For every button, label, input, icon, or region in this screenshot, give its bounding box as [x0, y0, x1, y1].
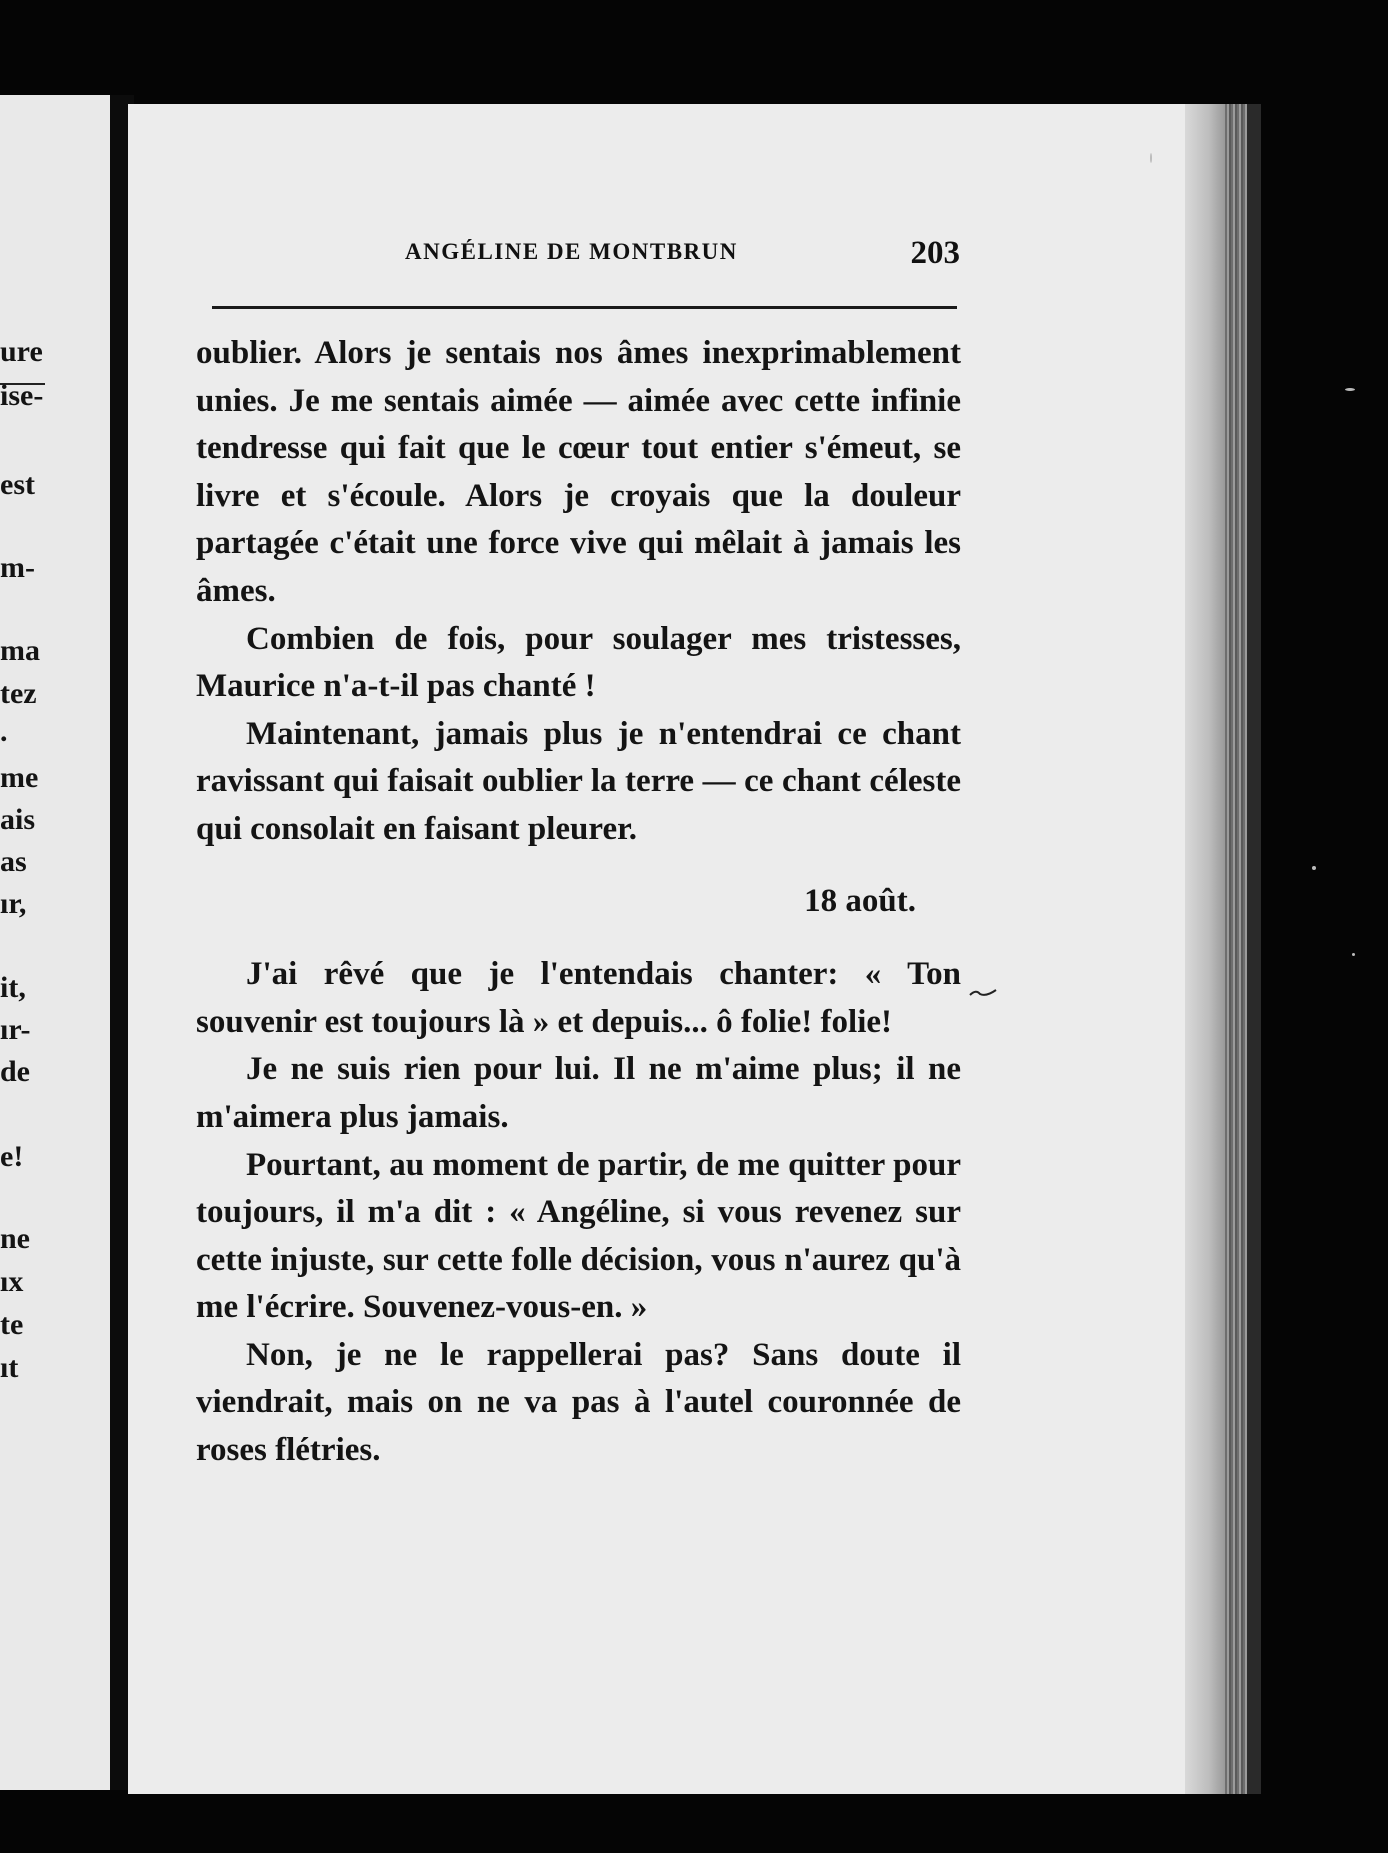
left-page-fragment: te: [0, 1308, 24, 1341]
page-edge-shadow: [1185, 104, 1225, 1794]
left-page-fragment: est: [0, 468, 35, 501]
diary-date: 18 août.: [804, 882, 916, 919]
page-body-text: [196, 330, 961, 1475]
scan-speck: [1345, 388, 1355, 391]
scan-speck: [1150, 153, 1152, 163]
left-page-fragment: m-: [0, 551, 35, 584]
scan-speck: [1352, 953, 1355, 956]
book-cover-edge: [1247, 104, 1261, 1794]
running-header: [210, 235, 960, 279]
paragraph: J'ai rêvé que je l'entendais chanter: « Ton souvenir est toujours là » et depuis... ô folie! folie!: [196, 956, 961, 1040]
running-title: ANGÉLINE DE MONTBRUN: [405, 239, 738, 264]
left-page-fragment: ma: [0, 634, 40, 667]
left-page-fragment: ure: [0, 335, 43, 368]
header-rule: [212, 306, 957, 309]
scan-speck: [1312, 866, 1316, 870]
left-page-fragment: ır,: [0, 887, 27, 920]
left-page-fragment: it,: [0, 971, 26, 1004]
paragraph: oublier. Alors je sentais nos âmes inexprimablement unies. Je me sentais aimée — aimée avec cette infinie tendresse qui fait que le cœur tout entier s'émeut, se livre et s'écoule. Alors je croyais que la douleur partagée c'était une force vive qui mêlait à jamais les âmes.: [196, 335, 961, 609]
left-page-fragment: de: [0, 1055, 30, 1088]
left-page-fragment: as: [0, 845, 27, 878]
left-page: [0, 95, 118, 1790]
left-page-fragment: tez: [0, 677, 37, 710]
left-page-fragment: ne: [0, 1222, 30, 1255]
margin-pencil-mark: [968, 985, 998, 999]
paragraph: Maintenant, jamais plus je n'entendrai ce chant ravissant qui faisait oublier la terre — ce chant céleste qui consolait en faisant pleurer.: [196, 715, 961, 847]
left-page-fragment: ıx: [0, 1265, 24, 1298]
left-page-fragment: ıt: [0, 1351, 19, 1384]
left-page-fragment: ais: [0, 803, 36, 836]
left-page-fragment: .: [0, 715, 8, 748]
left-page-fragment: me: [0, 761, 39, 794]
paragraph: Je ne suis rien pour lui. Il ne m'aime plus; il ne m'aimera plus jamais.: [196, 1051, 961, 1135]
left-page-fragment: e!: [0, 1140, 24, 1173]
paragraph: Pourtant, au moment de partir, de me quitter pour toujours, il m'a dit : « Angéline, si vous revenez sur cette injuste, sur cette folle décision, vous n'aurez qu'à me l'écrire. Souvenez-vous-en. »: [196, 1146, 961, 1326]
page-stack-edges: [1225, 104, 1247, 1794]
paragraph: Combien de fois, pour soulager mes tristesses, Maurice n'a-t-il pas chanté !: [196, 620, 961, 705]
paragraph: Non, je ne le rappellerai pas? Sans doute il viendrait, mais on ne va pas à l'autel couronnée de roses flétries.: [196, 1336, 961, 1469]
left-page-fragment: ise-: [0, 379, 44, 412]
left-page-fragment: ır-: [0, 1013, 31, 1046]
page-number: 203: [910, 235, 960, 271]
